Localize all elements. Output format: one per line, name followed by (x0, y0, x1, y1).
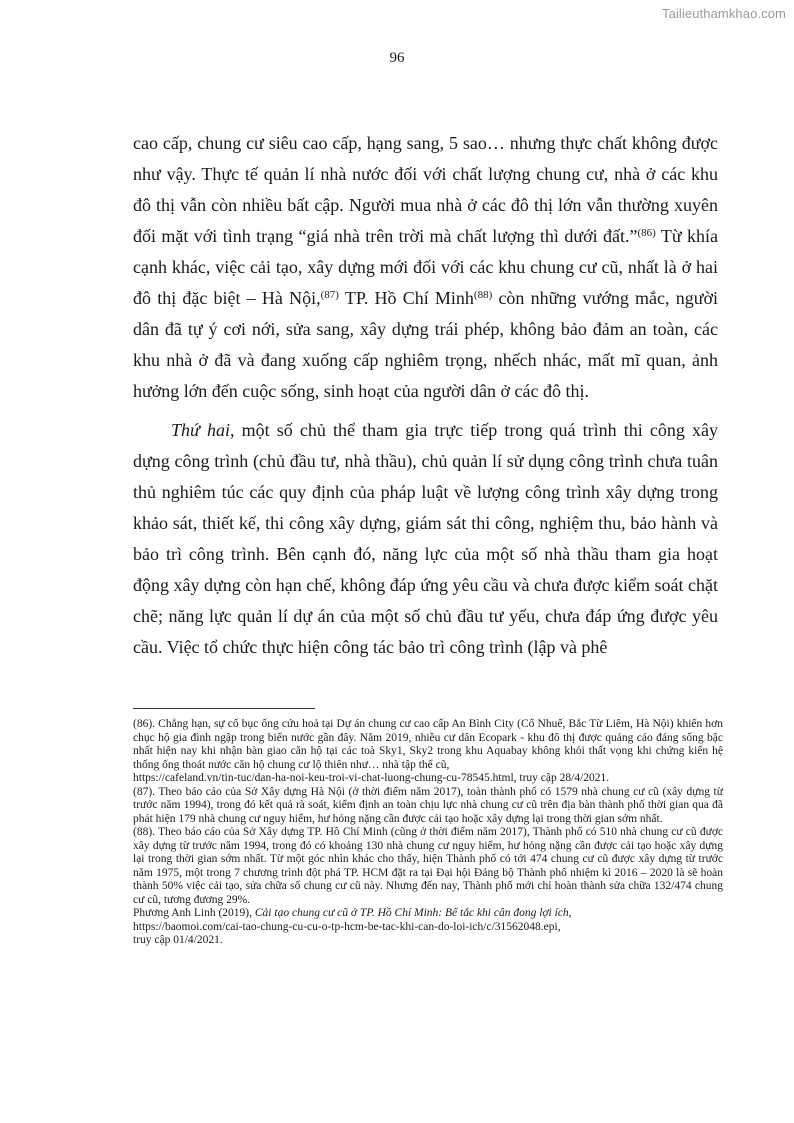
footnote-86-link[interactable]: https://cafeland.vn/tin-tuc/dan-ha-noi-keu-troi-vi-chat-luong-chung-cu-78545.html, truy cập 28/4/2021. (133, 772, 610, 784)
paragraph-1-part-b: Từ khía cạnh khác, việc cải tạo, xây dựng mới đối với các khu chung cư cũ, nhất là ở hai đô thị đặc biệt – Hà Nội, (133, 226, 718, 308)
footnote-86: (86). Chẳng hạn, sự cố bục ống cứu hoả tại Dự án chung cư cao cấp An Bình City (Cổ Nhuế, Bắc Từ Liêm, Hà Nội) khiến hơn chục hộ gia đình ngập trong biển nước gần đây. Năm 2019, nhiều cư dân Ecopark - khu đô thị được quảng cáo đáng sống bậc nhất hiện nay khi nhận bàn giao căn hộ tại các toà Sky1, Sky2 trong khu Aquabay không khỏi thất vọng khi chứng kiến hệ thống ống thoát nước căn hộ chung cư lộ thiên như… nhà tập thể cũ, (133, 718, 723, 771)
footnotes (133, 718, 723, 948)
footnote-88-link[interactable]: https://baomoi.com/cai-tao-chung-cu-cu-o-tp-hcm-be-tac-khi-can-do-loi-ich/c/31562048.epi, (133, 920, 561, 933)
main-text (133, 128, 718, 663)
paragraph-2-lead: Thứ hai (171, 420, 230, 440)
citation-comma: , (568, 907, 572, 919)
paragraph-2 (133, 415, 718, 663)
footnote-ref-88[interactable]: (88) (473, 289, 493, 301)
paragraph-1-part-c: TP. Hồ Chí Minh (338, 288, 474, 308)
watermark: Tailieuthamkhao.com (661, 6, 786, 21)
paragraph-1-part-a: cao cấp, chung cư siêu cao cấp, hạng sang, 5 sao… nhưng thực chất không được như vậy. Thực tế quản lí nhà nước đối với chất lượng chung cư, nhà ở các khu đô thị vẫn còn nhiều bất cập. Người mua nhà ở các đô thị lớn vẫn thường xuyên đối mặt với tình trạng “giá nhà trên trời mà chất lượng thì dưới đất.” (133, 133, 718, 246)
paragraph-1-part-d: còn những vướng mắc, người dân đã tự ý cơi nới, sửa sang, xây dựng trái phép, không bảo đảm an toàn, các khu nhà ở đã và đang xuống cấp nghiêm trọng, nhếch nhác, mất mĩ quan, ảnh hưởng lớn đến cuộc sống, sinh hoạt của người dân ở các đô thị. (133, 288, 718, 401)
page-number: 96 (389, 50, 405, 66)
footnote-divider (133, 708, 315, 709)
citation-title: Cải tạo chung cư cũ ở TP. Hồ Chí Minh: Bế tắc khi cân đong lợi ích (254, 907, 569, 919)
paragraph-1 (133, 128, 718, 407)
footnote-88-citation (133, 907, 723, 921)
footnote-ref-87[interactable]: (87) (320, 289, 339, 301)
footnote-88: (88). Theo báo cáo của Sở Xây dựng TP. Hồ Chí Minh (cũng ở thời điểm năm 2017), Thành phố có 510 nhà chung cư cũ được xây dựng từ trước năm 1994, trong đó có khoảng 130 nhà chung cư nguy hiểm, hư hỏng nặng cần được cải tạo hoặc xây dựng lại trong thời gian sớm nhất. Từ một góc nhìn khác cho thấy, hiện Thành phố có tới 474 chung cư cũ được xây dựng từ trước năm 1975, một trong 7 chương trình đột phá TP. HCM đặt ra tại Đại hội Đảng bộ Thành phố nhiệm kì 2016 – 2020 là sẽ hoàn thành 50% việc cải tạo, sửa chữa số chung cư cũ này. Nhưng đến nay, Thành phố mới chỉ hoàn thành sửa chữa 132/474 chung cư cũ, tương đương 29%. (133, 826, 723, 906)
footnote-ref-86[interactable]: (86) (637, 227, 656, 239)
footnote-87: (87). Theo báo cáo của Sở Xây dựng Hà Nội (ở thời điểm năm 2017), toàn thành phố có 1579 nhà chung cư cũ (xây dựng từ trước năm 1994), trong đó kết quả rà soát, kiểm định an toàn chịu lực nhà chung cư cũ trên địa bàn thành phố thời gian qua đã phát hiện 179 nhà chung cư nguy hiểm, hư hỏng nặng cần được cải tạo hoặc xây dựng lại trong thời gian sớm nhất. (133, 785, 723, 825)
paragraph-2-body: , một số chủ thể tham gia trực tiếp trong quá trình thi công xây dựng công trình (chủ đầu tư, nhà thầu), chủ quản lí sử dụng công trình chưa tuân thủ nghiêm túc các quy định của pháp luật về lượng công trình xây dựng trong khảo sát, thiết kế, thi công xây dựng, giám sát thi công, nghiệm thu, bảo hành và bảo trì công trình. Bên cạnh đó, năng lực của một số nhà thầu tham gia hoạt động xây dựng còn hạn chế, không đáp ứng yêu cầu và chưa được kiểm soát chặt chẽ; năng lực quản lí dự án của một số chủ đầu tư yếu, chưa đáp ứng được yêu cầu. Việc tổ chức thực hiện công tác bảo trì công trình (lập và phê (133, 420, 718, 657)
citation-author: Phương Anh Linh (2019), (133, 907, 255, 919)
footnote-88-access: truy cập 01/4/2021. (133, 934, 223, 946)
